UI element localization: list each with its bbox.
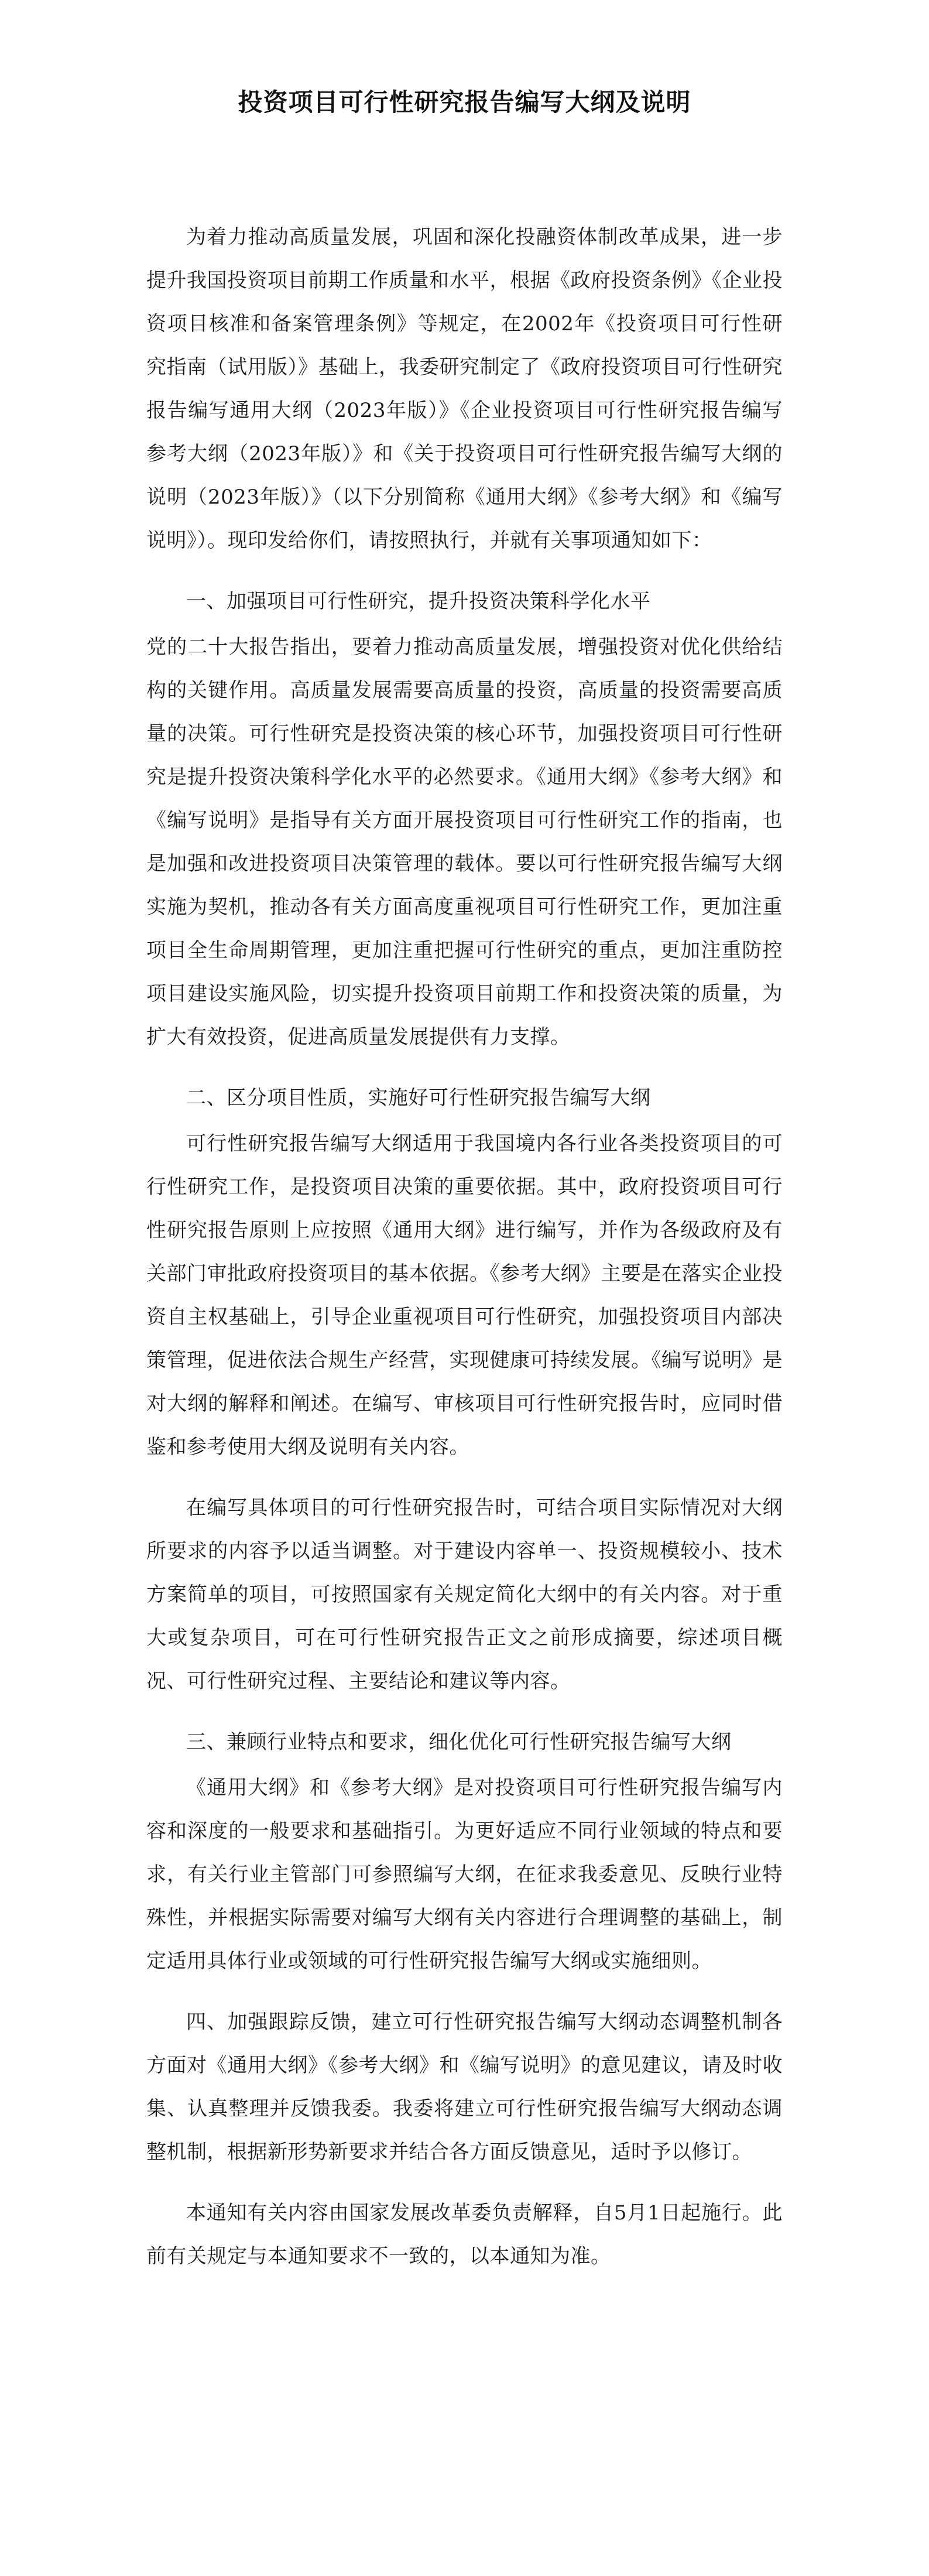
intro-paragraph: 为着力推动高质量发展，巩固和深化投融资体制改革成果，进一步提升我国投资项目前期工作质量和水平，根据《政府投资条例》《企业投资项目核准和备案管理条例》等规定，在2002年《投资项目可行性研究指南（试用版）》基础上，我委研究制定了《政府投资项目可行性研究报告编写通用大纲（2023年版）》《企业投资项目可行性研究报告编写参考大纲（2023年版）》和《关于投资项目可行性研究报告编写大纲的说明（2023年版）》（以下分别简称《通用大纲》《参考大纲》和《编写说明》）。现印发给你们，请按照执行，并就有关事项通知如下：: [146, 225, 783, 553]
section-3-heading: 三、兼顾行业特点和要求，细化优化可行性研究报告编写大纲: [186, 1730, 732, 1754]
section-4: [146, 2000, 783, 2174]
section-2-heading: 二、区分项目性质，实施好可行性研究报告编写大纲: [186, 1086, 651, 1110]
section-4-paragraph: 四、加强跟踪反馈，建立可行性研究报告编写大纲动态调整机制各方面对《通用大纲》《参考大纲》和《编写说明》的意见建议，请及时收集、认真整理并反馈我委。我委将建立可行性研究报告编写大纲动态调整机制，根据新形势新要求并结合各方面反馈意见，适时予以修订。: [146, 2010, 783, 2164]
section-3: [146, 1720, 783, 1983]
section-1: [146, 580, 783, 1059]
section-2: [146, 1076, 783, 1703]
section-1-paragraph: 党的二十大报告指出，要着力推动高质量发展，增强投资对优化供给结构的关键作用。高质量发展需要高质量的投资，高质量的投资需要高质量的决策。可行性研究是投资决策的核心环节，加强投资项目可行性研究是提升投资决策科学化水平的必然要求。《通用大纲》《参考大纲》和《编写说明》是指导有关方面开展投资项目可行性研究工作的指南，也是加强和改进投资项目决策管理的载体。要以可行性研究报告编写大纲实施为契机，推动各有关方面高度重视项目可行性研究工作，更加注重项目全生命周期管理，更加注重把握可行性研究的重点，更加注重防控项目建设实施风险，切实提升投资项目前期工作和投资决策的质量，为扩大有效投资，促进高质量发展提供有力支撑。: [146, 635, 783, 1049]
section-2-paragraph-2: 在编写具体项目的可行性研究报告时，可结合项目实际情况对大纲所要求的内容予以适当调整。对于建设内容单一、投资规模较小、技术方案简单的项目，可按照国家有关规定简化大纲中的有关内容。对于重大或复杂项目，可在可行性研究报告正文之前形成摘要，综述项目概况、可行性研究过程、主要结论和建议等内容。: [146, 1496, 783, 1694]
section-2-paragraph-1: 可行性研究报告编写大纲适用于我国境内各行业各类投资项目的可行性研究工作，是投资项目决策的重要依据。其中，政府投资项目可行性研究报告原则上应按照《通用大纲》进行编写，并作为各级政府及有关部门审批政府投资项目的基本依据。《参考大纲》主要是在落实企业投资自主权基础上，引导企业重视项目可行性研究，加强投资项目内部决策管理，促进依法合规生产经营，实现健康可持续发展。《编写说明》是对大纲的解释和阐述。在编写、审核项目可行性研究报告时，应同时借鉴和参考使用大纲及说明有关内容。: [146, 1132, 783, 1459]
section-3-paragraph: 《通用大纲》和《参考大纲》是对投资项目可行性研究报告编写内容和深度的一般要求和基础指引。为更好适应不同行业领域的特点和要求，有关行业主管部门可参照编写大纲，在征求我委意见、反映行业特殊性，并根据实际需要对编写大纲有关内容进行合理调整的基础上，制定适用具体行业或领域的可行性研究报告编写大纲或实施细则。: [146, 1776, 783, 1973]
document-title: 投资项目可行性研究报告编写大纲及说明: [238, 88, 691, 117]
section-1-heading: 一、加强项目可行性研究，提升投资决策科学化水平: [186, 590, 651, 614]
closing-paragraph: 本通知有关内容由国家发展改革委负责解释，自5月1日起施行。此前有关规定与本通知要求不一致的，以本通知为准。: [146, 2201, 783, 2269]
